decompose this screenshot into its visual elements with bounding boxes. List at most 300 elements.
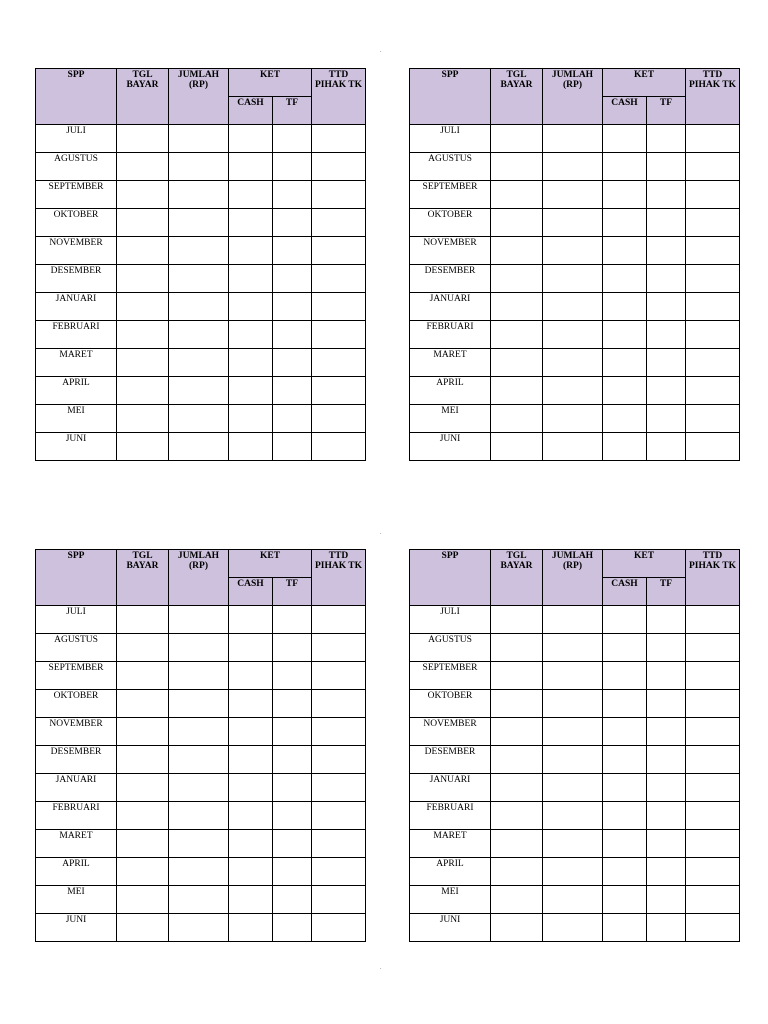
month-label: NOVEMBER (36, 237, 117, 265)
cash-cell (229, 718, 273, 746)
cash-cell (603, 774, 647, 802)
tgl-bayar-cell (117, 718, 169, 746)
tgl-bayar-cell (117, 662, 169, 690)
tgl-bayar-cell (117, 349, 169, 377)
tgl-bayar-cell (491, 830, 543, 858)
header-jumlah: JUMLAH (RP) (169, 69, 229, 125)
ttd-cell (686, 265, 740, 293)
table-row (36, 377, 366, 405)
tf-cell (273, 153, 312, 181)
tgl-bayar-cell (491, 293, 543, 321)
header-cash: CASH (229, 97, 273, 125)
cash-cell (603, 209, 647, 237)
jumlah-cell (543, 125, 603, 153)
cash-cell (229, 634, 273, 662)
month-label: JUNI (410, 914, 491, 942)
cash-cell (603, 634, 647, 662)
cash-cell (229, 662, 273, 690)
table-row (410, 237, 740, 265)
header-ttd-pihak-tk: TTD PIHAK TK (312, 69, 366, 125)
table-row (410, 858, 740, 886)
table-row (410, 802, 740, 830)
ttd-cell (686, 662, 740, 690)
cash-cell (229, 125, 273, 153)
tgl-bayar-cell (491, 349, 543, 377)
tf-cell (647, 690, 686, 718)
jumlah-cell (543, 662, 603, 690)
ttd-cell (312, 746, 366, 774)
table-row (410, 349, 740, 377)
table-row (410, 293, 740, 321)
jumlah-cell (169, 433, 229, 461)
ttd-cell (686, 209, 740, 237)
tgl-bayar-cell (491, 634, 543, 662)
cash-cell (229, 181, 273, 209)
cash-cell (603, 606, 647, 634)
ttd-cell (312, 606, 366, 634)
cash-cell (229, 349, 273, 377)
ttd-cell (312, 858, 366, 886)
tgl-bayar-cell (117, 377, 169, 405)
tgl-bayar-cell (491, 914, 543, 942)
ttd-cell (686, 125, 740, 153)
cash-cell (229, 433, 273, 461)
table-row (36, 634, 366, 662)
month-label: JULI (410, 606, 491, 634)
jumlah-cell (169, 125, 229, 153)
ttd-cell (686, 914, 740, 942)
jumlah-cell (543, 606, 603, 634)
tgl-bayar-cell (491, 153, 543, 181)
table-row (410, 433, 740, 461)
header-tf: TF (273, 578, 312, 606)
ttd-cell (312, 690, 366, 718)
tgl-bayar-cell (491, 321, 543, 349)
ttd-cell (686, 293, 740, 321)
header-tgl-bayar: TGL BAYAR (117, 550, 169, 606)
jumlah-cell (543, 774, 603, 802)
spp-table-bottom-right (409, 549, 740, 942)
month-label: MEI (410, 886, 491, 914)
tf-cell (647, 237, 686, 265)
cash-cell (229, 802, 273, 830)
tf-cell (273, 606, 312, 634)
ttd-cell (312, 718, 366, 746)
tf-cell (273, 433, 312, 461)
tf-cell (647, 746, 686, 774)
table-row (410, 377, 740, 405)
ttd-cell (312, 377, 366, 405)
ttd-cell (312, 125, 366, 153)
month-label: APRIL (410, 377, 491, 405)
month-label: FEBRUARI (410, 321, 491, 349)
jumlah-cell (169, 802, 229, 830)
cash-cell (229, 746, 273, 774)
tgl-bayar-cell (117, 181, 169, 209)
tf-cell (647, 718, 686, 746)
month-label: JULI (410, 125, 491, 153)
ttd-cell (686, 634, 740, 662)
month-label: SEPTEMBER (410, 181, 491, 209)
tf-cell (273, 237, 312, 265)
jumlah-cell (169, 914, 229, 942)
ttd-cell (312, 433, 366, 461)
cash-cell (229, 886, 273, 914)
ttd-cell (312, 265, 366, 293)
header-spp: SPP (36, 69, 117, 125)
cash-cell (603, 830, 647, 858)
tgl-bayar-cell (117, 237, 169, 265)
cash-cell (229, 209, 273, 237)
tf-cell (647, 209, 686, 237)
month-label: OKTOBER (36, 209, 117, 237)
tf-cell (273, 209, 312, 237)
tf-cell (647, 265, 686, 293)
cash-cell (229, 377, 273, 405)
ttd-cell (686, 405, 740, 433)
ttd-cell (312, 153, 366, 181)
header-tf: TF (273, 97, 312, 125)
cash-cell (229, 914, 273, 942)
jumlah-cell (543, 377, 603, 405)
tgl-bayar-cell (491, 209, 543, 237)
ttd-cell (312, 802, 366, 830)
tf-cell (647, 830, 686, 858)
table-row (410, 125, 740, 153)
tf-cell (273, 858, 312, 886)
jumlah-cell (543, 802, 603, 830)
month-label: MEI (36, 886, 117, 914)
month-label: DESEMBER (410, 265, 491, 293)
ttd-cell (312, 886, 366, 914)
month-label: MARET (36, 349, 117, 377)
ttd-cell (686, 349, 740, 377)
ttd-cell (312, 774, 366, 802)
cash-cell (229, 293, 273, 321)
cash-cell (229, 265, 273, 293)
table-row (410, 914, 740, 942)
ttd-cell (686, 433, 740, 461)
table-row (410, 405, 740, 433)
cash-cell (603, 802, 647, 830)
jumlah-cell (543, 181, 603, 209)
ttd-cell (312, 634, 366, 662)
tgl-bayar-cell (491, 662, 543, 690)
tgl-bayar-cell (117, 802, 169, 830)
tf-cell (273, 746, 312, 774)
ttd-cell (312, 830, 366, 858)
cash-cell (603, 153, 647, 181)
cash-cell (603, 718, 647, 746)
tf-cell (647, 293, 686, 321)
tf-cell (647, 606, 686, 634)
header-tgl-bayar: TGL BAYAR (491, 550, 543, 606)
tgl-bayar-cell (117, 746, 169, 774)
tf-cell (647, 405, 686, 433)
tf-cell (273, 662, 312, 690)
jumlah-cell (543, 153, 603, 181)
jumlah-cell (543, 209, 603, 237)
month-label: JANUARI (36, 293, 117, 321)
dot-top: . (380, 48, 382, 54)
jumlah-cell (169, 209, 229, 237)
cash-cell (603, 377, 647, 405)
month-label: MARET (36, 830, 117, 858)
jumlah-cell (169, 377, 229, 405)
tgl-bayar-cell (491, 886, 543, 914)
table-row (410, 830, 740, 858)
jumlah-cell (169, 662, 229, 690)
month-label: MARET (410, 830, 491, 858)
month-label: APRIL (410, 858, 491, 886)
month-label: SEPTEMBER (36, 662, 117, 690)
month-label: JANUARI (410, 774, 491, 802)
cash-cell (603, 886, 647, 914)
jumlah-cell (169, 321, 229, 349)
header-tgl-bayar: TGL BAYAR (117, 69, 169, 125)
tgl-bayar-cell (117, 405, 169, 433)
tgl-bayar-cell (117, 634, 169, 662)
ttd-cell (312, 914, 366, 942)
tf-cell (273, 914, 312, 942)
table-row (36, 718, 366, 746)
cash-cell (603, 690, 647, 718)
table-row (410, 718, 740, 746)
ttd-cell (686, 886, 740, 914)
ttd-cell (312, 405, 366, 433)
header-jumlah: JUMLAH (RP) (543, 550, 603, 606)
ttd-cell (312, 349, 366, 377)
tf-cell (647, 321, 686, 349)
ttd-cell (686, 321, 740, 349)
ttd-cell (312, 293, 366, 321)
tf-cell (273, 690, 312, 718)
cash-cell (229, 858, 273, 886)
spp-table-bottom-left (35, 549, 366, 942)
jumlah-cell (169, 718, 229, 746)
cash-cell (603, 405, 647, 433)
month-label: AGUSTUS (36, 634, 117, 662)
jumlah-cell (169, 690, 229, 718)
table-row (36, 349, 366, 377)
table-row (410, 181, 740, 209)
table-row (36, 293, 366, 321)
header-jumlah: JUMLAH (RP) (169, 550, 229, 606)
month-label: DESEMBER (36, 746, 117, 774)
ttd-cell (686, 181, 740, 209)
header-spp: SPP (36, 550, 117, 606)
tf-cell (647, 662, 686, 690)
tf-cell (647, 433, 686, 461)
tf-cell (647, 634, 686, 662)
table-row (36, 746, 366, 774)
header-cash: CASH (229, 578, 273, 606)
ttd-cell (312, 662, 366, 690)
table-row (36, 662, 366, 690)
month-label: MEI (410, 405, 491, 433)
table-row (410, 886, 740, 914)
table-row (36, 858, 366, 886)
ttd-cell (686, 690, 740, 718)
jumlah-cell (169, 405, 229, 433)
tgl-bayar-cell (117, 690, 169, 718)
month-label: JULI (36, 125, 117, 153)
tf-cell (647, 349, 686, 377)
ttd-cell (686, 377, 740, 405)
month-label: AGUSTUS (36, 153, 117, 181)
dot-middle: . (380, 530, 382, 536)
cash-cell (229, 690, 273, 718)
tgl-bayar-cell (491, 405, 543, 433)
month-label: JANUARI (36, 774, 117, 802)
dot-bottom: . (380, 965, 382, 971)
table-row (36, 405, 366, 433)
spp-table-top-right (409, 68, 740, 461)
header-jumlah: JUMLAH (RP) (543, 69, 603, 125)
month-label: JUNI (36, 433, 117, 461)
ttd-cell (686, 858, 740, 886)
table-row (36, 125, 366, 153)
month-label: OKTOBER (36, 690, 117, 718)
cash-cell (603, 858, 647, 886)
cash-cell (603, 349, 647, 377)
table-row (36, 153, 366, 181)
cash-cell (229, 153, 273, 181)
cash-cell (603, 914, 647, 942)
jumlah-cell (543, 265, 603, 293)
cash-cell (603, 293, 647, 321)
tgl-bayar-cell (491, 181, 543, 209)
tf-cell (273, 802, 312, 830)
jumlah-cell (543, 405, 603, 433)
tgl-bayar-cell (491, 377, 543, 405)
header-ket: KET (229, 550, 312, 578)
table-row (410, 153, 740, 181)
jumlah-cell (543, 830, 603, 858)
month-label: AGUSTUS (410, 153, 491, 181)
tgl-bayar-cell (117, 209, 169, 237)
tgl-bayar-cell (117, 321, 169, 349)
jumlah-cell (169, 293, 229, 321)
ttd-cell (686, 774, 740, 802)
jumlah-cell (169, 265, 229, 293)
spp-table-top-left (35, 68, 366, 461)
cash-cell (229, 830, 273, 858)
tgl-bayar-cell (491, 237, 543, 265)
tf-cell (273, 125, 312, 153)
tgl-bayar-cell (491, 606, 543, 634)
jumlah-cell (169, 886, 229, 914)
tf-cell (647, 181, 686, 209)
tgl-bayar-cell (117, 293, 169, 321)
cash-cell (603, 237, 647, 265)
table-row (36, 830, 366, 858)
header-cash: CASH (603, 97, 647, 125)
tgl-bayar-cell (117, 914, 169, 942)
header-ttd-pihak-tk: TTD PIHAK TK (312, 550, 366, 606)
header-spp: SPP (410, 550, 491, 606)
jumlah-cell (169, 606, 229, 634)
ttd-cell (686, 830, 740, 858)
month-label: APRIL (36, 377, 117, 405)
month-label: FEBRUARI (36, 802, 117, 830)
tf-cell (273, 377, 312, 405)
tf-cell (273, 265, 312, 293)
table-row (36, 914, 366, 942)
tf-cell (273, 718, 312, 746)
tf-cell (273, 349, 312, 377)
jumlah-cell (169, 774, 229, 802)
table-row (36, 321, 366, 349)
tf-cell (647, 125, 686, 153)
jumlah-cell (543, 349, 603, 377)
cash-cell (229, 237, 273, 265)
month-label: OKTOBER (410, 209, 491, 237)
cash-cell (603, 433, 647, 461)
month-label: NOVEMBER (36, 718, 117, 746)
jumlah-cell (543, 858, 603, 886)
tgl-bayar-cell (117, 153, 169, 181)
jumlah-cell (543, 433, 603, 461)
ttd-cell (686, 802, 740, 830)
tf-cell (647, 802, 686, 830)
month-label: OKTOBER (410, 690, 491, 718)
tf-cell (647, 774, 686, 802)
month-label: DESEMBER (410, 746, 491, 774)
table-row (410, 690, 740, 718)
tgl-bayar-cell (491, 858, 543, 886)
tgl-bayar-cell (117, 774, 169, 802)
header-ket: KET (603, 69, 686, 97)
jumlah-cell (543, 293, 603, 321)
table-row (410, 746, 740, 774)
tf-cell (273, 830, 312, 858)
tf-cell (273, 293, 312, 321)
table-row (36, 886, 366, 914)
ttd-cell (686, 606, 740, 634)
header-ttd-pihak-tk: TTD PIHAK TK (686, 69, 740, 125)
tgl-bayar-cell (117, 830, 169, 858)
tf-cell (647, 153, 686, 181)
tf-cell (647, 377, 686, 405)
month-label: JUNI (410, 433, 491, 461)
header-spp: SPP (410, 69, 491, 125)
month-label: NOVEMBER (410, 237, 491, 265)
table-row (36, 237, 366, 265)
tf-cell (273, 774, 312, 802)
jumlah-cell (543, 634, 603, 662)
jumlah-cell (169, 153, 229, 181)
tgl-bayar-cell (491, 433, 543, 461)
month-label: SEPTEMBER (36, 181, 117, 209)
month-label: MEI (36, 405, 117, 433)
table-row (36, 181, 366, 209)
tgl-bayar-cell (491, 802, 543, 830)
table-row (410, 606, 740, 634)
cash-cell (229, 774, 273, 802)
cash-cell (229, 405, 273, 433)
table-row (36, 606, 366, 634)
table-row (36, 690, 366, 718)
table-row (36, 209, 366, 237)
cash-cell (229, 321, 273, 349)
table-row (410, 662, 740, 690)
tf-cell (273, 321, 312, 349)
jumlah-cell (169, 237, 229, 265)
tf-cell (647, 858, 686, 886)
month-label: DESEMBER (36, 265, 117, 293)
month-label: JANUARI (410, 293, 491, 321)
